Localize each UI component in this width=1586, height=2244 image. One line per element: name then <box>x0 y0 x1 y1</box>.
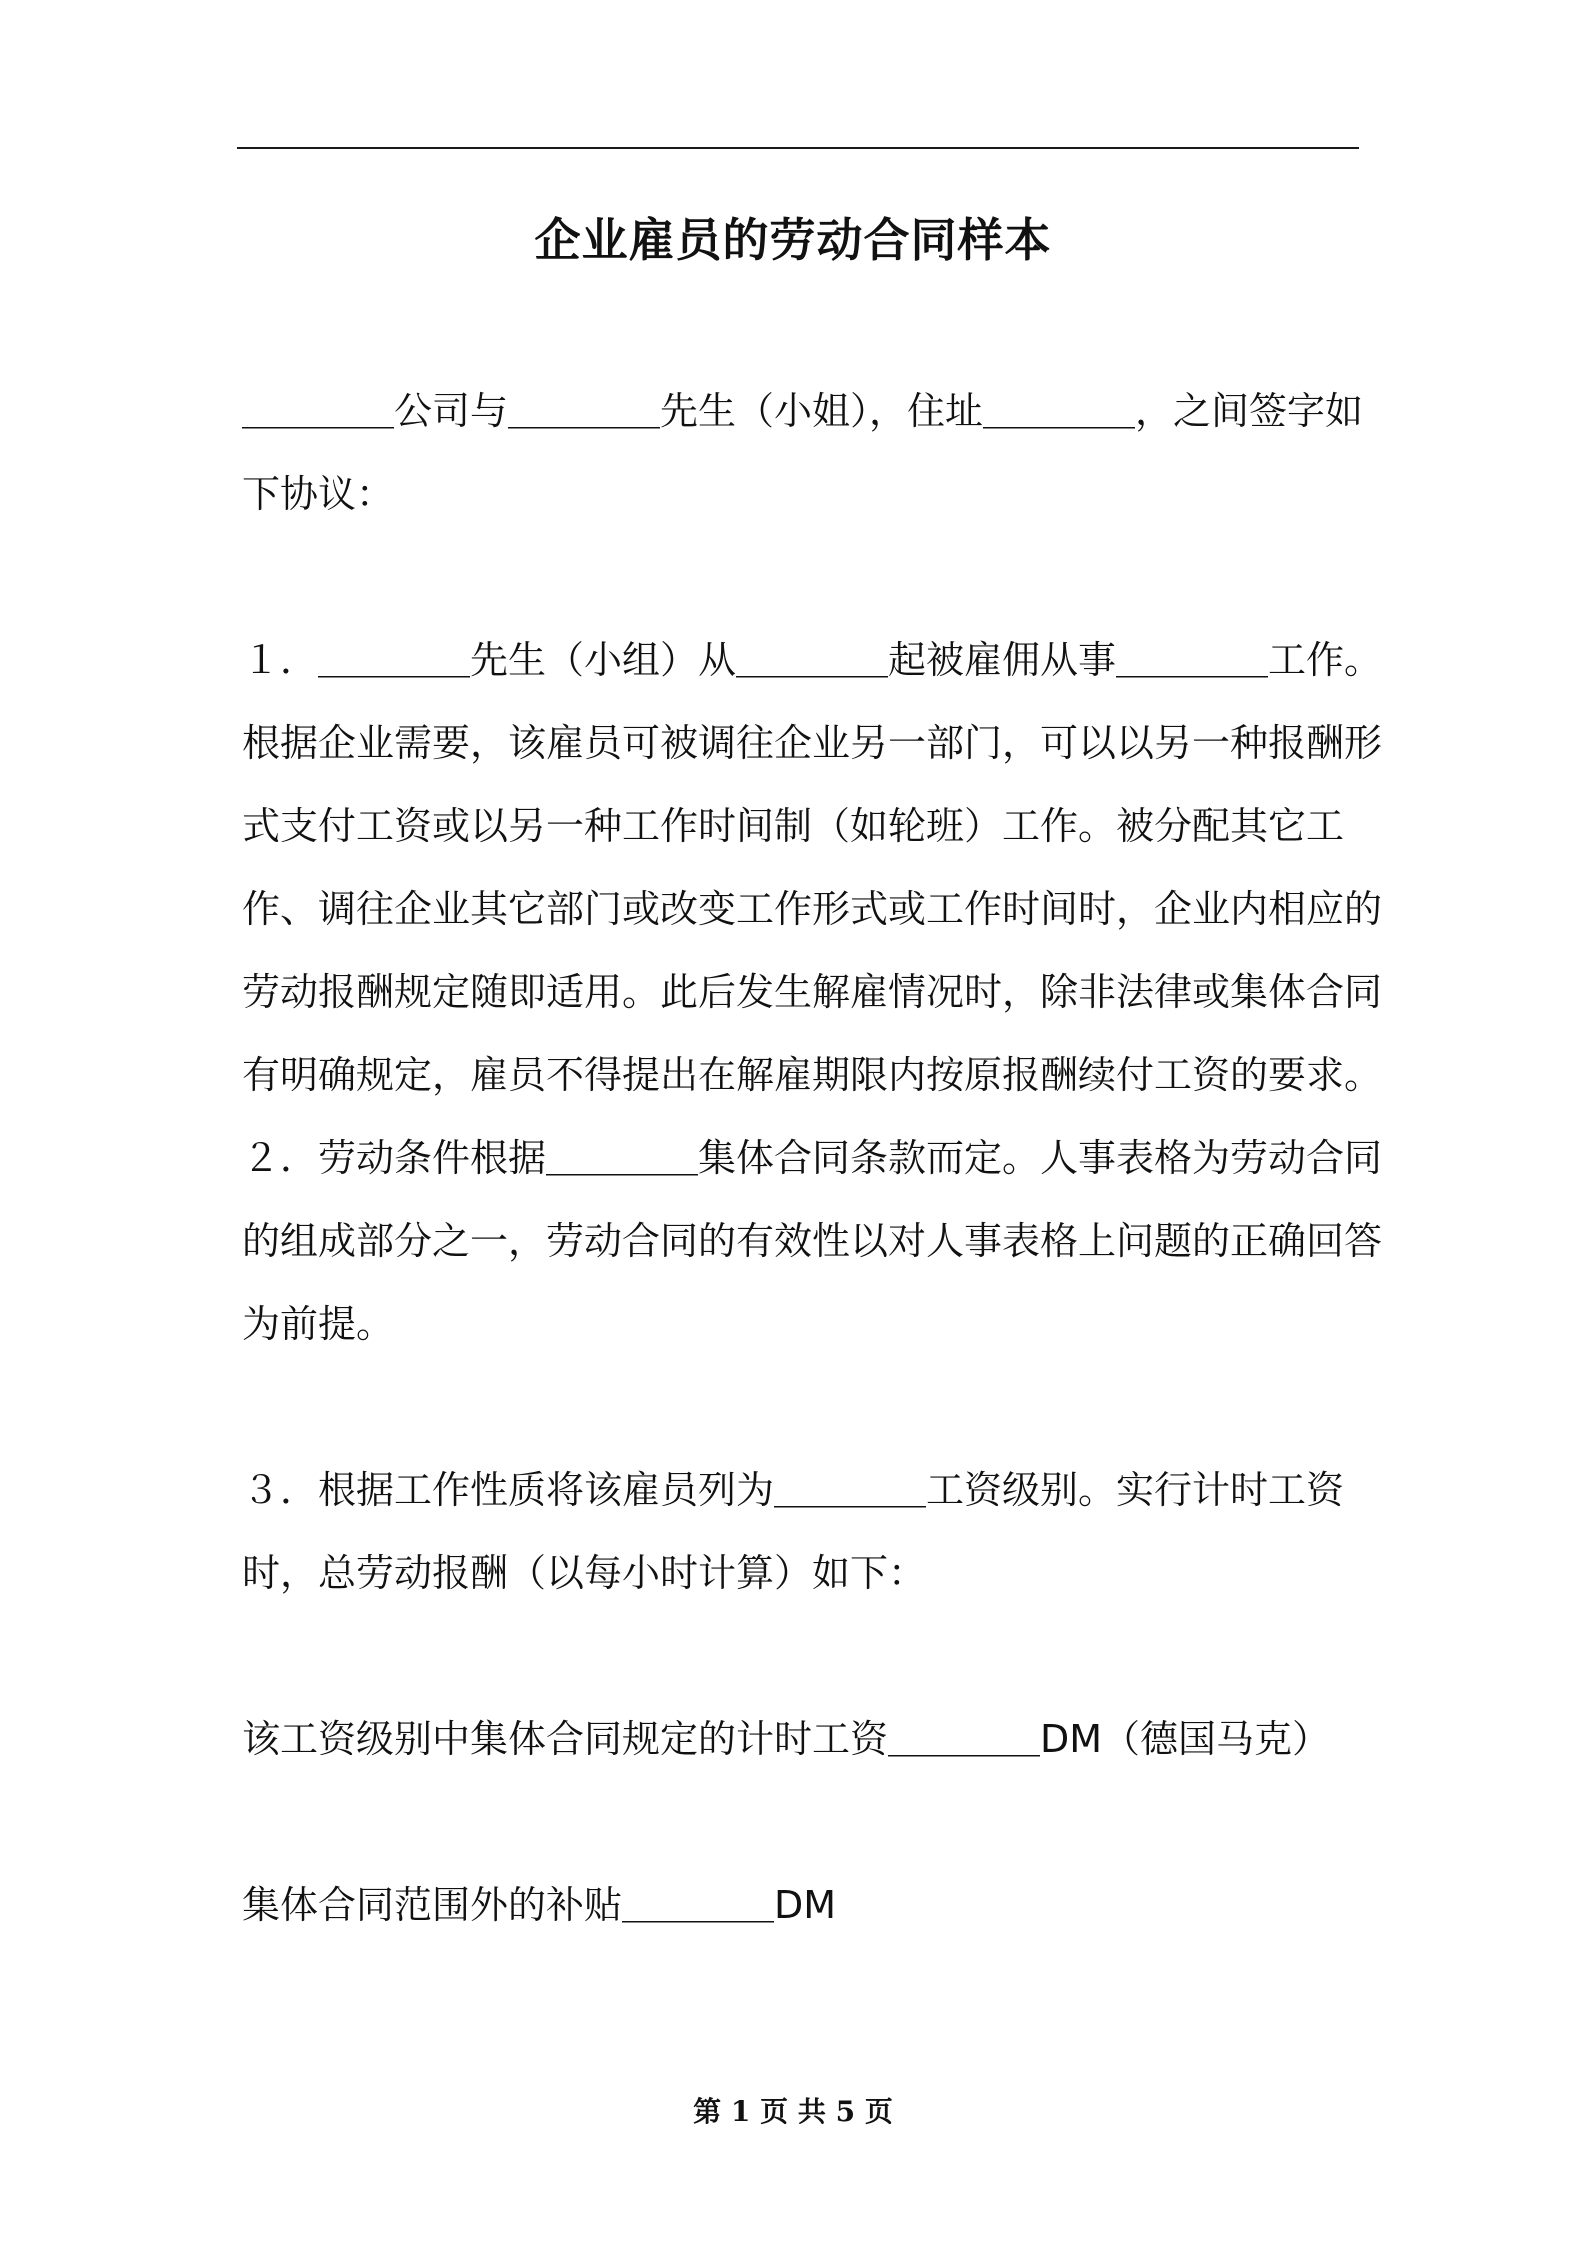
clause-1-paragraph: 根据企业需要，该雇员可被调往企业另一部门，可以以另一种报酬形式支付工资或以另一种工作时间制（如轮班）工作。被分配其它工作、调往企业其它部门或改变工作形式或工作时间时，企业内相应的劳动报酬规定随即适用。此后发生解雇情况时，除非法律或集体合同有明确规定，雇员不得提出在解雇期限内按原报酬续付工资的要求。 <box>242 721 1383 1097</box>
spacer <box>242 1781 1397 1864</box>
document-body <box>242 370 1397 1947</box>
clause-2-paragraph: ２．劳动条件根据＿＿＿＿集体合同条款而定。人事表格为劳动合同的组成部分之一，劳动合同的有效性以对人事表格上问题的正确回答为前提。 <box>242 1136 1383 1346</box>
page-indicator: 第 1 页 共 5 页 <box>693 2095 893 2128</box>
intro-paragraph: ＿＿＿＿公司与＿＿＿＿先生（小姐），住址＿＿＿＿，之间签字如下协议： <box>242 389 1364 516</box>
spacer <box>242 536 1397 619</box>
header-rule <box>237 147 1359 149</box>
spacer <box>242 1366 1397 1449</box>
wage-line: 该工资级别中集体合同规定的计时工资＿＿＿＿DM（德国马克） <box>242 1717 1331 1761</box>
spacer <box>242 1615 1397 1698</box>
clause-3-paragraph: ３．根据工作性质将该雇员列为＿＿＿＿工资级别。实行计时工资时，总劳动报酬（以每小时计算）如下： <box>242 1468 1345 1595</box>
allowance-line: 集体合同范围外的补贴＿＿＿＿DM <box>242 1883 837 1927</box>
document-title: 企业雇员的劳动合同样本 <box>534 213 1052 267</box>
clause-1-first-line: １．＿＿＿＿先生（小组）从＿＿＿＿起被雇佣从事＿＿＿＿工作。 <box>242 638 1383 682</box>
